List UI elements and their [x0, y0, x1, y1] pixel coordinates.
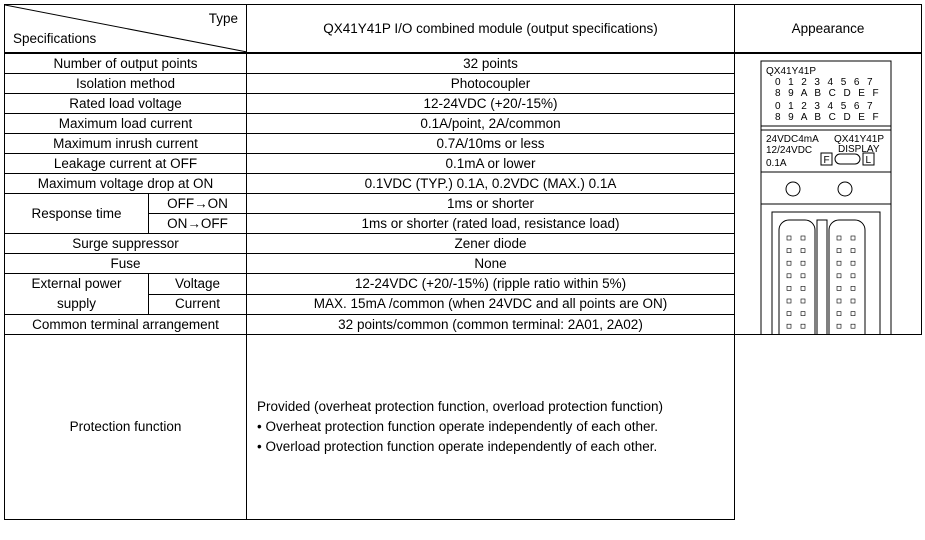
value-protection [247, 335, 735, 520]
type-label: Type [208, 11, 238, 26]
value-output-points: 32 points [247, 53, 735, 74]
value-voltage-drop: 0.1VDC (TYP.) 0.1A, 0.2VDC (MAX.) 0.1A [247, 174, 735, 194]
label-fuse: Fuse [5, 254, 247, 274]
connector-pin [851, 299, 855, 303]
label-output-points: Number of output points [5, 53, 247, 74]
connector-pin [801, 261, 805, 265]
connector-pin [801, 312, 805, 316]
label-ext-power-line2: supply [56, 296, 97, 311]
type-spec-header [5, 5, 247, 54]
connector-pin [801, 286, 805, 290]
connector-pin [837, 236, 841, 240]
label-leakage: Leakage current at OFF [5, 154, 247, 174]
led-row-2: 8 9 A B C D E F [775, 88, 882, 99]
appearance-cell [735, 53, 922, 335]
label-max-load-current: Maximum load current [5, 114, 247, 134]
value-common-terminal: 32 points/common (common terminal: 2A01, 2A02) [247, 315, 735, 335]
value-rated-voltage: 12-24VDC (+20/-15%) [247, 94, 735, 114]
connector-pin [801, 274, 805, 278]
spec-line-1: 24VDC4mA [766, 134, 819, 145]
label-on-off: ON→OFF [149, 214, 247, 234]
spec-line-3: 0.1A [766, 158, 787, 169]
label-off-on: OFF→ON [149, 194, 247, 214]
l-label: L [865, 155, 872, 166]
protection-line-1: Provided (overheat protection function, overload protection function) [257, 399, 663, 414]
value-max-inrush: 0.7A/10ms or less [247, 134, 735, 154]
display-label: DISPLAY [838, 144, 880, 155]
protection-line-2: • Overheat protection function operate independently of each other. [257, 419, 658, 434]
connector-pin [837, 274, 841, 278]
connector-pin [837, 261, 841, 265]
display-switch-icon [835, 154, 860, 164]
connector-pin [787, 236, 791, 240]
label-common-terminal: Common terminal arrangement [5, 315, 247, 335]
led-row-3: 0 1 2 3 4 5 6 7 [775, 101, 875, 112]
connector-pin [837, 324, 841, 328]
connector-pin [851, 249, 855, 253]
value-surge: Zener diode [247, 234, 735, 254]
connector-pin [851, 324, 855, 328]
spec-line-2: 12/24VDC [766, 145, 813, 156]
value-leakage: 0.1mA or lower [247, 154, 735, 174]
connector-pin [787, 274, 791, 278]
label-isolation: Isolation method [5, 74, 247, 94]
connector-pin [801, 249, 805, 253]
label-max-inrush: Maximum inrush current [5, 134, 247, 154]
label-rated-voltage: Rated load voltage [5, 94, 247, 114]
label-response-time: Response time [5, 194, 149, 234]
value-isolation: Photocoupler [247, 74, 735, 94]
right-connector-icon [829, 220, 865, 335]
connector-pin [787, 324, 791, 328]
module-appearance-drawing [735, 54, 922, 335]
connector-pin [787, 312, 791, 316]
model-text: QX41Y41P [766, 66, 817, 77]
led-row-1: 0 1 2 3 4 5 6 7 [775, 77, 875, 88]
value-ext-current: MAX. 15mA /common (when 24VDC and all points are ON) [247, 294, 735, 315]
connector-pin [851, 286, 855, 290]
connector-pin [851, 274, 855, 278]
label-ext-current: Current [149, 294, 247, 315]
label-voltage-drop: Maximum voltage drop at ON [5, 174, 247, 194]
label-ext-voltage: Voltage [149, 274, 247, 295]
connector-pin [787, 299, 791, 303]
f-label: F [823, 155, 830, 166]
connector-pin [801, 299, 805, 303]
connector-pin [851, 236, 855, 240]
connector-pin [851, 312, 855, 316]
value-ext-voltage: 12-24VDC (+20/-15%) (ripple ratio within 5%) [247, 274, 735, 295]
left-connector-icon [779, 220, 815, 335]
screw-icon [786, 182, 800, 196]
header-row [5, 5, 922, 54]
label-surge: Surge suppressor [5, 234, 247, 254]
label-ext-power-line1: External power [31, 276, 122, 291]
value-max-load-current: 0.1A/point, 2A/common [247, 114, 735, 134]
appearance-header: Appearance [735, 5, 922, 54]
label-protection: Protection function [5, 335, 247, 520]
protection-line-3: • Overload protection function operate independently of each other. [257, 439, 658, 454]
connector-pin [837, 299, 841, 303]
row-output-points [5, 53, 922, 74]
connector-pins-icon [787, 236, 855, 335]
module-title: QX41Y41P I/O combined module (output specifications) [247, 5, 735, 54]
connector-pin [787, 249, 791, 253]
connector-pin [851, 261, 855, 265]
connector-pin [837, 249, 841, 253]
connector-pin [787, 261, 791, 265]
led-row-4: 8 9 A B C D E F [775, 112, 882, 123]
specification-table [4, 4, 922, 520]
value-fuse: None [247, 254, 735, 274]
connector-pin [801, 324, 805, 328]
specifications-label: Specifications [13, 31, 97, 46]
connector-pin [801, 236, 805, 240]
label-ext-power [5, 274, 149, 315]
value-on-off: 1ms or shorter (rated load, resistance load) [247, 214, 735, 234]
value-off-on: 1ms or shorter [247, 194, 735, 214]
connector-pin [837, 286, 841, 290]
model-text-2: QX41Y41P [834, 134, 885, 145]
screw-icon [838, 182, 852, 196]
spec-table-container [4, 4, 921, 536]
connector-pin [837, 312, 841, 316]
row-protection [5, 335, 922, 520]
connector-pin [787, 286, 791, 290]
